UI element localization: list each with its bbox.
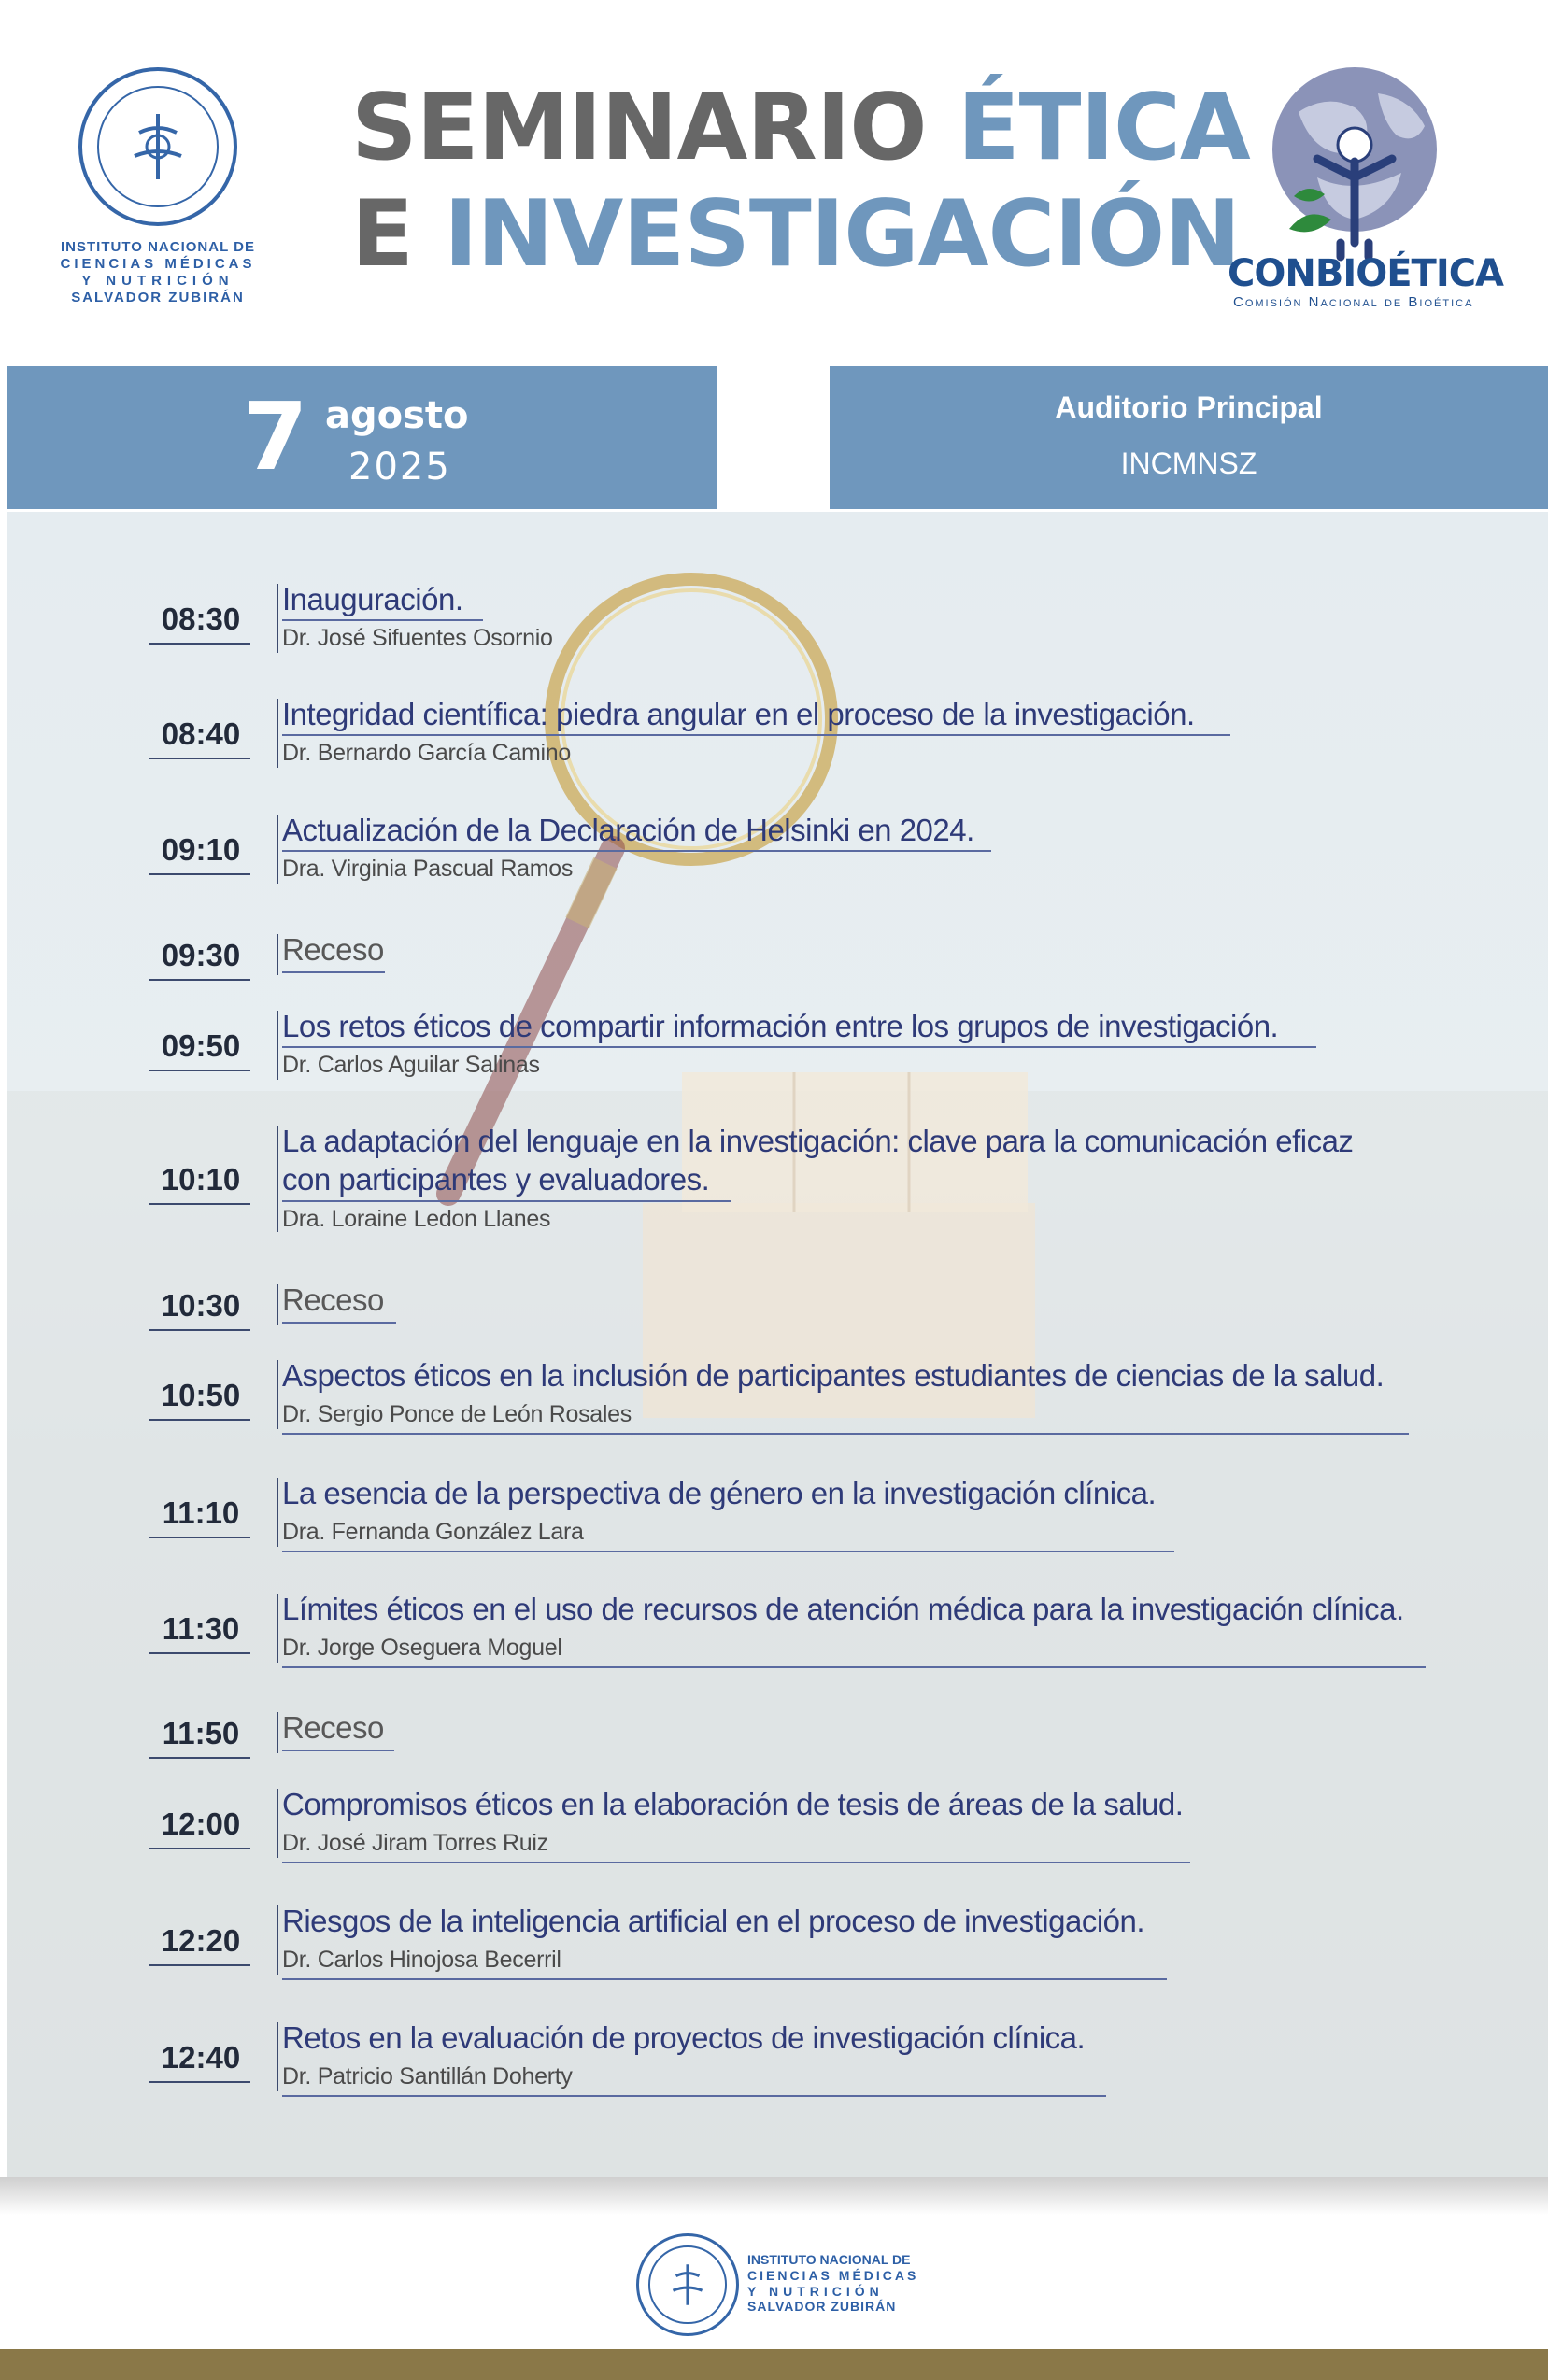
title-underline — [282, 734, 1230, 736]
time-underline — [149, 1329, 250, 1331]
event-month: agosto — [325, 394, 469, 437]
schedule-time: 12:20 — [161, 1923, 241, 1958]
event-year: 2025 — [348, 446, 451, 489]
institute-line: Y NUTRICIÓN — [747, 2283, 884, 2299]
schedule-time: 10:50 — [161, 1378, 241, 1412]
footer-shadow — [0, 2177, 1548, 2215]
seal-emblem-icon — [116, 105, 200, 189]
time-underline — [149, 2081, 250, 2083]
time-underline — [149, 1419, 250, 1421]
schedule-recess — [0, 1284, 1548, 1322]
venue-name: Auditorio Principal — [1055, 390, 1323, 424]
speaker-underline — [282, 1666, 1426, 1668]
time-divider — [277, 1712, 278, 1753]
speaker-underline — [282, 1433, 1409, 1435]
institute-seal-icon — [636, 2233, 739, 2336]
schedule-item — [0, 584, 1548, 657]
title-word: INVESTIGACIÓN — [444, 181, 1241, 288]
session-title: Riesgos de la inteligencia artificial en el proceso de investigación. — [282, 1904, 1145, 1938]
speaker-name: Dr. Patricio Santillán Doherty — [282, 2063, 573, 2090]
seal-emblem — [82, 71, 234, 222]
schedule-item — [0, 1011, 1548, 1084]
speaker-name: Dr. Sergio Ponce de León Rosales — [282, 1401, 632, 1427]
title-underline — [282, 971, 385, 973]
recess-label: Receso — [282, 932, 384, 967]
time-underline — [149, 1964, 250, 1966]
speaker-underline — [282, 2095, 1106, 2097]
schedule-item — [0, 1126, 1548, 1236]
time-underline — [149, 873, 250, 875]
footer-bar — [0, 2349, 1548, 2380]
institute-line: INSTITUTO NACIONAL DE — [747, 2252, 911, 2267]
time-divider — [277, 815, 278, 884]
time-divider — [277, 1126, 278, 1232]
speaker-name: Dr. Jorge Oseguera Moguel — [282, 1635, 562, 1661]
speaker-name: Dr. José Jiram Torres Ruiz — [282, 1830, 548, 1856]
title-underline — [282, 850, 991, 852]
schedule-time: 09:50 — [161, 1028, 241, 1063]
schedule-time: 08:30 — [161, 602, 241, 636]
institute-line: INSTITUTO NACIONAL DE — [61, 239, 255, 255]
date-banner — [7, 366, 717, 509]
speaker-name: Dra. Loraine Ledon Llanes — [282, 1206, 551, 1232]
title-word: SEMINARIO — [351, 75, 958, 181]
header — [0, 0, 1548, 355]
schedule-item — [0, 1360, 1548, 1433]
schedule-recess — [0, 1712, 1548, 1750]
time-underline — [149, 643, 250, 645]
session-title: La esencia de la perspectiva de género en la investigación clínica. — [282, 1476, 1157, 1510]
speaker-name: Dra. Virginia Pascual Ramos — [282, 856, 574, 882]
schedule-time: 10:30 — [161, 1288, 241, 1323]
title-underline — [282, 1200, 731, 1202]
time-underline — [149, 1848, 250, 1849]
schedule-item — [0, 1594, 1548, 1666]
schedule-time: 11:50 — [162, 1716, 240, 1750]
schedule-time: 12:40 — [161, 2040, 241, 2075]
session-title: Inauguración. — [282, 582, 463, 616]
speaker-name: Dr. Carlos Hinojosa Becerril — [282, 1947, 561, 1973]
title-underline — [282, 1322, 396, 1324]
time-underline — [149, 1537, 250, 1538]
schedule-item — [0, 699, 1548, 772]
time-underline — [149, 1757, 250, 1759]
title-underline — [282, 619, 483, 621]
recess-label: Receso — [282, 1282, 384, 1317]
session-title: Actualización de la Declaración de Helsinki en 2024. — [282, 813, 974, 847]
recess-label: Receso — [282, 1710, 384, 1745]
time-divider — [277, 584, 278, 653]
schedule-time: 09:30 — [161, 938, 241, 972]
schedule-time: 11:10 — [162, 1495, 240, 1530]
time-underline — [149, 979, 250, 981]
session-title: Aspectos éticos en la inclusión de participantes estudiantes de ciencias de la salud. — [282, 1358, 1385, 1393]
speaker-name: Dr. Carlos Aguilar Salinas — [282, 1052, 540, 1078]
title-underline — [282, 1046, 1316, 1048]
speaker-name: Dr. José Sifuentes Osornio — [282, 625, 553, 651]
schedule-time: 09:10 — [161, 832, 241, 867]
speaker-name: Dr. Bernardo García Camino — [282, 740, 571, 766]
schedule-item — [0, 1789, 1548, 1862]
title-word: ÉTICA — [957, 75, 1250, 181]
schedule-recess — [0, 934, 1548, 971]
institute-line: SALVADOR ZUBIRÁN — [747, 2299, 897, 2315]
time-underline — [149, 1203, 250, 1205]
speaker-underline — [282, 1862, 1190, 1863]
institute-line: CIENCIAS MÉDICAS — [747, 2267, 919, 2283]
time-divider — [277, 1789, 278, 1858]
schedule-item — [0, 1478, 1548, 1551]
title-underline — [282, 1750, 394, 1751]
session-title: Los retos éticos de compartir información entre los grupos de investigación. — [282, 1009, 1279, 1043]
time-divider — [277, 1011, 278, 1080]
session-title-line2: con participantes y evaluadores. — [282, 1162, 710, 1197]
institute-line: CIENCIAS MÉDICAS — [60, 256, 256, 272]
conbioetica-subtitle: Comisión Nacional de Bioética — [1233, 294, 1474, 310]
title-word: E — [351, 181, 445, 288]
schedule-item — [0, 2022, 1548, 2095]
session-title: Compromisos éticos en la elaboración de tesis de áreas de la salud. — [282, 1787, 1184, 1821]
speaker-underline — [282, 1978, 1167, 1980]
event-day: 7 — [243, 382, 308, 491]
seal-emblem — [639, 2236, 736, 2333]
schedule-item — [0, 1905, 1548, 1978]
venue-subtitle: INCMNSZ — [1120, 446, 1257, 480]
institute-line: SALVADOR ZUBIRÁN — [71, 290, 245, 305]
time-underline — [149, 1652, 250, 1654]
time-divider — [277, 1478, 278, 1547]
schedule-time: 08:40 — [161, 716, 241, 751]
speaker-underline — [282, 1551, 1174, 1552]
session-title: Retos en la evaluación de proyectos de investigación clínica. — [282, 2020, 1086, 2055]
seal-emblem-icon — [661, 2259, 714, 2311]
institute-name — [747, 2252, 919, 2315]
session-title: Límites éticos en el uso de recursos de atención médica para la investigación clínica. — [282, 1592, 1404, 1626]
conbioetica-name: CONBIOÉTICA — [1228, 252, 1504, 295]
time-divider — [277, 1594, 278, 1663]
schedule-time: 10:10 — [161, 1162, 241, 1197]
time-divider — [277, 699, 278, 768]
time-divider — [277, 1284, 278, 1325]
speaker-name: Dra. Fernanda González Lara — [282, 1519, 584, 1545]
time-divider — [277, 2022, 278, 2091]
institute-name — [54, 239, 262, 306]
time-divider — [277, 1360, 278, 1429]
session-title: La adaptación del lenguaje en la investigación: clave para la comunicación eficaz — [282, 1124, 1354, 1158]
page-title — [351, 75, 1250, 288]
venue-banner — [830, 366, 1548, 509]
time-divider — [277, 934, 278, 975]
time-divider — [277, 1905, 278, 1975]
session-title: Integridad científica: piedra angular en el proceso de la investigación. — [282, 697, 1195, 731]
institute-line: Y NUTRICIÓN — [81, 273, 234, 289]
schedule-time: 12:00 — [161, 1806, 241, 1841]
schedule-item — [0, 815, 1548, 887]
time-underline — [149, 758, 250, 759]
institute-seal-icon — [78, 67, 237, 226]
schedule-time: 11:30 — [162, 1611, 240, 1646]
time-underline — [149, 1070, 250, 1071]
